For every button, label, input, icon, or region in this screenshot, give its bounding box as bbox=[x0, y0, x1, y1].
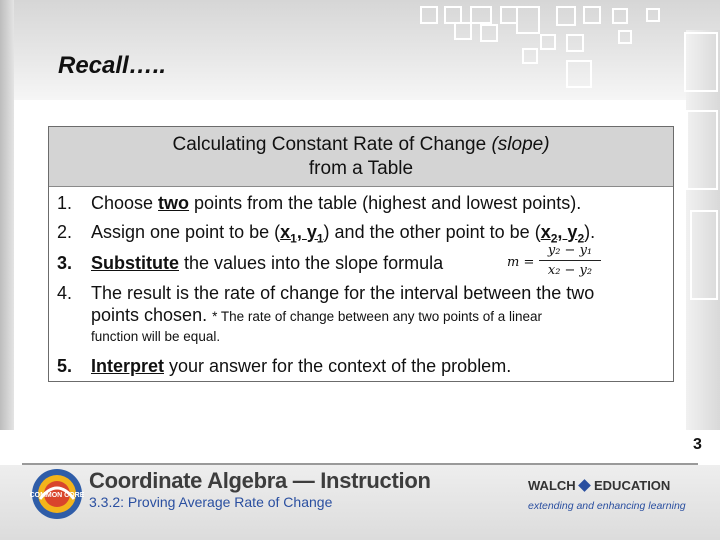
publisher-right: EDUCATION bbox=[594, 478, 671, 493]
formula-lhs: m = bbox=[507, 255, 535, 270]
step-2-text-c: ). bbox=[584, 222, 596, 242]
step-2-text-b: ) and the other point to be ( bbox=[323, 222, 541, 242]
lesson-title: 3.3.2: Proving Average Rate of Change bbox=[89, 494, 333, 510]
x2-var: x bbox=[540, 222, 551, 242]
step-3-text: the values into the slope formula bbox=[179, 253, 444, 273]
step-number: 4. bbox=[57, 283, 73, 303]
step-5 bbox=[57, 354, 511, 378]
rate-of-change-box bbox=[48, 126, 674, 382]
header-line-1-text: Calculating Constant Rate of Change bbox=[172, 134, 492, 155]
logo-text: COMMON CORE bbox=[30, 492, 84, 499]
page-number: 3 bbox=[693, 436, 702, 453]
publisher-diamond-icon bbox=[578, 479, 591, 492]
formula-numerator: y₂ − y₁ bbox=[547, 243, 593, 258]
x1-subscript: 1 bbox=[290, 231, 297, 246]
step-1-emphasis: two bbox=[158, 193, 190, 213]
slope-formula bbox=[507, 243, 607, 283]
walch-education-logo bbox=[528, 475, 688, 497]
step-number: 1. bbox=[57, 193, 73, 213]
course-title: Coordinate Algebra — Instruction bbox=[89, 468, 431, 493]
step-number: 5. bbox=[57, 356, 73, 376]
step-4-line-3: function will be equal. bbox=[91, 329, 221, 344]
y1-var: y bbox=[306, 222, 317, 242]
publisher-tagline: extending and enhancing learning bbox=[528, 500, 686, 512]
separator-2: , bbox=[557, 222, 568, 242]
step-3 bbox=[57, 251, 443, 275]
x1-var: x bbox=[280, 222, 291, 242]
y1-subscript: 1 bbox=[316, 231, 324, 246]
separator-1: , bbox=[296, 222, 307, 242]
step-4 bbox=[57, 281, 594, 305]
step-number: 3. bbox=[57, 253, 73, 273]
left-decorative-strip bbox=[0, 0, 14, 430]
step-2-text-a: Assign one point to be ( bbox=[91, 222, 281, 242]
box-header bbox=[49, 127, 673, 187]
step-4-line-2 bbox=[91, 305, 542, 326]
y2-var: y bbox=[567, 222, 578, 242]
step-4-line-1: The result is the rate of change for the interval between the two bbox=[91, 283, 595, 303]
step-1-text-b: points from the table (highest and lowest points). bbox=[189, 193, 582, 213]
fraction-bar bbox=[539, 260, 601, 261]
formula-fraction bbox=[539, 243, 601, 278]
step-3-emphasis: Substitute bbox=[91, 253, 179, 273]
step-5-emphasis: Interpret bbox=[91, 356, 165, 376]
y2-subscript: 2 bbox=[577, 231, 585, 246]
step-5-text: your answer for the context of the problem. bbox=[164, 356, 512, 376]
publisher-left: WALCH bbox=[528, 478, 576, 493]
common-core-logo bbox=[30, 467, 84, 521]
step-4-note: * The rate of change between any two points of a linear bbox=[212, 309, 543, 324]
step-4-line-2-text: points chosen. bbox=[91, 305, 213, 325]
step-1-text-a: Choose bbox=[91, 193, 159, 213]
slide-title: Recall….. bbox=[58, 52, 167, 79]
header-line-2: from a Table bbox=[308, 158, 414, 179]
step-number: 2. bbox=[57, 222, 73, 242]
x2-subscript: 2 bbox=[550, 231, 558, 246]
header-slope-text: (slope) bbox=[491, 134, 550, 155]
formula-denominator: x₂ − y₂ bbox=[547, 263, 593, 278]
header-line-1 bbox=[49, 133, 673, 157]
step-1 bbox=[57, 191, 581, 215]
